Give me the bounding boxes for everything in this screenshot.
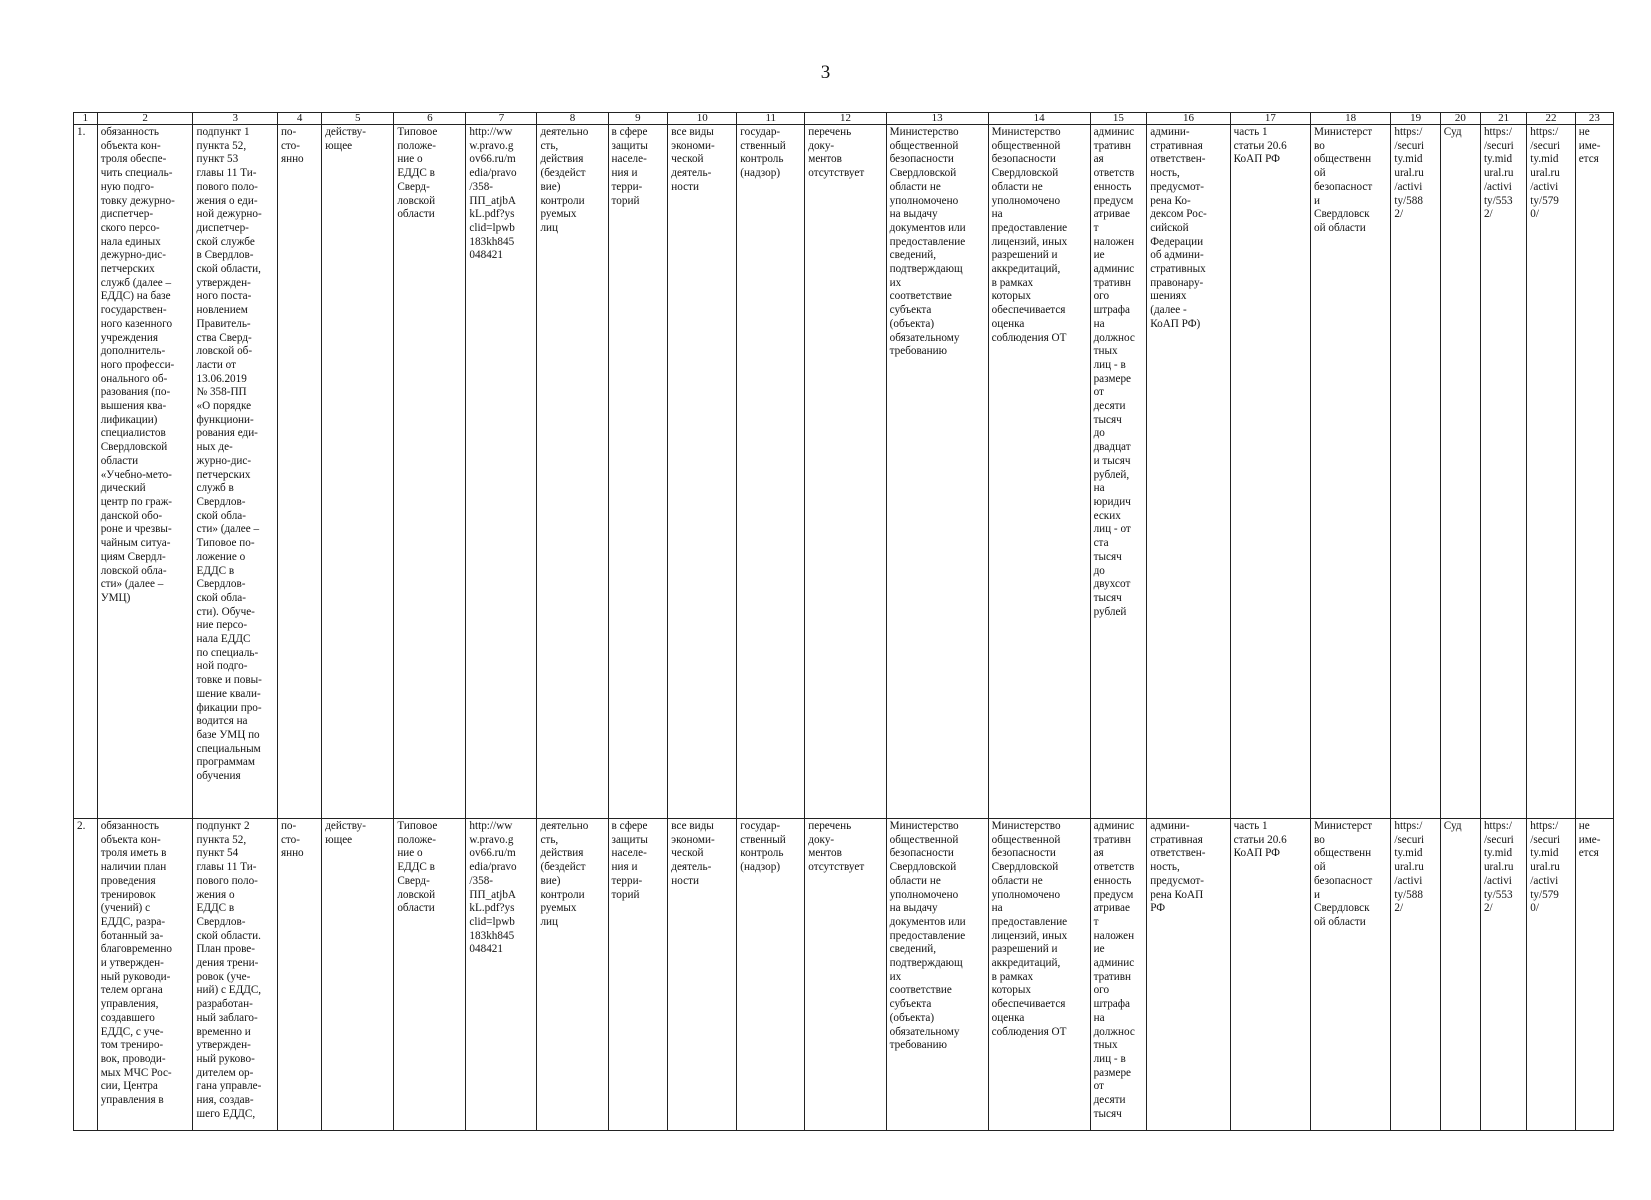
column-number: 21	[1480, 113, 1526, 125]
table-cell: Типовое положе- ние о ЕДДС в Сверд- ловской области	[394, 819, 466, 1131]
table-cell: не име- ется	[1575, 819, 1613, 1131]
table-cell: https:/ /securi ty.mid ural.ru /activi ty/553 2/	[1480, 125, 1526, 819]
table-cell: не име- ется	[1575, 125, 1613, 819]
table-cell: https:/ /securi ty.mid ural.ru /activi ty/579 0/	[1527, 819, 1575, 1131]
column-number-row	[74, 113, 1614, 125]
table-cell: подпункт 1 пункта 52, пункт 53 главы 11 Ти- пового поло- жения о еди- ной дежурно- диспетчер- ской службе в Свердлов- ской области, утвержден- ного поста- новлением Правитель- ства Сверд- ловской об- ласти от 13.06.2019 № 358-ПП «О порядке функциони- рования еди- ных де- журно-дис- петчерских служб в Свердлов- ской обла- сти» (далее – Типовое по- ложение о ЕДДС в Свердлов- ской обла- сти). Обуче- ние персо- нала ЕДДС по специаль- ной подго- товке и повы- шение квали- фикации про- водится на базе УМЦ по специальным программам обучения	[193, 125, 277, 819]
column-number: 19	[1391, 113, 1440, 125]
table-cell: действу- ющее	[322, 125, 394, 819]
table-cell: часть 1 статьи 20.6 КоАП РФ	[1230, 125, 1310, 819]
column-number: 13	[886, 113, 988, 125]
column-number: 8	[537, 113, 608, 125]
table-cell: действу- ющее	[322, 819, 394, 1131]
table-cell: Министерство общественной безопасности Свердловской области не уполномочено на выдачу документов или предоставление сведений, подтверждающ их соответствие субъекта (объекта) обязательному требованию	[886, 819, 988, 1131]
column-number: 4	[277, 113, 321, 125]
table-cell: Министерство общественной безопасности Свердловской области не уполномочено на выдачу документов или предоставление сведений, подтверждающ их соответствие субъекта (объекта) обязательному требованию	[886, 125, 988, 819]
table-cell: админис тративн ая ответств енность предусм атривае т наложен ие админис тративн ого штрафа на должнос тных лиц - в размере от десяти тысяч до двадцат и тысяч рублей, на юридич еских лиц - от ста тысяч до двухсот тысяч рублей	[1090, 125, 1147, 819]
table-cell: админи- стративная ответствен- ность, предусмот- рена Ко- дексом Рос- сийской Федерации об админи- стративных правонару- шениях (далее - КоАП РФ)	[1147, 125, 1230, 819]
column-number: 1	[74, 113, 98, 125]
table-cell: http://ww w.pravo.g ov66.ru/m edia/pravo /358- ПП_atjbA kL.pdf?ys clid=lpwb 183kh845 048421	[466, 125, 537, 819]
column-number: 6	[394, 113, 466, 125]
table-cell: https:/ /securi ty.mid ural.ru /activi ty/588 2/	[1391, 819, 1440, 1131]
row-number-cell: 2.	[74, 819, 98, 1131]
column-number: 22	[1527, 113, 1575, 125]
column-number: 15	[1090, 113, 1147, 125]
column-number: 18	[1311, 113, 1391, 125]
table-cell: подпункт 2 пункта 52, пункт 54 главы 11 Ти- пового поло- жения о ЕДДС в Свердлов- ской области. План прове- дения трени- ровок (уче- ний) с ЕДДС, разработан- ный заблаго- временно и утвержден- ный руково- дителем ор- гана управле- ния, создав- шего ЕДДС,	[193, 819, 277, 1131]
requirements-table	[73, 112, 1614, 1131]
table-cell: https:/ /securi ty.mid ural.ru /activi ty/588 2/	[1391, 125, 1440, 819]
column-number: 3	[193, 113, 277, 125]
table-cell: http://ww w.pravo.g ov66.ru/m edia/pravo /358- ПП_atjbA kL.pdf?ys clid=lpwb 183kh845 048421	[466, 819, 537, 1131]
table-cell: Суд	[1440, 819, 1480, 1131]
table-cell: https:/ /securi ty.mid ural.ru /activi ty/579 0/	[1527, 125, 1575, 819]
column-number: 2	[97, 113, 193, 125]
row-number-cell: 1.	[74, 125, 98, 819]
column-number: 10	[668, 113, 737, 125]
table-cell: Суд	[1440, 125, 1480, 819]
table-cell: Министерст во общественн ой безопасност и Свердловск ой области	[1311, 819, 1391, 1131]
column-number: 7	[466, 113, 537, 125]
table-cell: перечень доку- ментов отсутствует	[805, 819, 886, 1131]
column-number: 14	[988, 113, 1090, 125]
table-cell: обязанность объекта кон- троля иметь в наличии план проведения тренировок (учений) с ЕДДС, разра- ботанный за- благовременно и утвержден- ный руководи- телем органа управления, создавшего ЕДДС, с уче- том трениро- вок, проводи- мых МЧС Рос- сии, Центра управления в	[97, 819, 193, 1131]
table-cell: деятельно сть, действия (бездейст вие) контроли руемых лиц	[537, 819, 608, 1131]
table-cell: админис тративн ая ответств енность предусм атривае т наложен ие админис тративн ого штрафа на должнос тных лиц - в размере от десяти тысяч	[1090, 819, 1147, 1131]
table-cell: часть 1 статьи 20.6 КоАП РФ	[1230, 819, 1310, 1131]
table-cell: все виды экономи- ческой деятель- ности	[668, 819, 737, 1131]
table-cell: по- сто- янно	[277, 819, 321, 1131]
column-number: 11	[737, 113, 805, 125]
table-cell: обязанность объекта кон- троля обеспе- чить специаль- ную подго- товку дежурно- диспетчер- ского персо- нала единых дежурно-дис- петчерских служб (далее – ЕДДС) на базе государствен- ного казенного учреждения дополнитель- ного професси- онального об- разования (по- вышения ква- лификации) специалистов Свердловской области «Учебно-мето- дический центр по граж- данской обо- роне и чрезвы- чайным ситуа- циям Свердл- ловской обла- сти» (далее – УМЦ)	[97, 125, 193, 819]
table-cell: государ- ственный контроль (надзор)	[737, 125, 805, 819]
table-cell: перечень доку- ментов отсутствует	[805, 125, 886, 819]
column-number: 12	[805, 113, 886, 125]
table-cell: https:/ /securi ty.mid ural.ru /activi ty/553 2/	[1480, 819, 1526, 1131]
table-cell: Министерство общественной безопасности Свердловской области не уполномочено на предоставление лицензий, иных разрешений и аккредитаций, в рамках которых обеспечивается оценка соблюдения ОТ	[988, 819, 1090, 1131]
table-cell: все виды экономи- ческой деятель- ности	[668, 125, 737, 819]
column-number: 5	[322, 113, 394, 125]
table-cell: по- сто- янно	[277, 125, 321, 819]
column-number: 17	[1230, 113, 1310, 125]
column-number: 16	[1147, 113, 1230, 125]
table-cell: деятельно сть, действия (бездейст вие) контроли руемых лиц	[537, 125, 608, 819]
table-cell: государ- ственный контроль (надзор)	[737, 819, 805, 1131]
table-cell: админи- стративная ответствен- ность, предусмот- рена КоАП РФ	[1147, 819, 1230, 1131]
table-row	[74, 125, 1614, 819]
table-cell: в сфере защиты населе- ния и терри- торий	[608, 125, 668, 819]
table-cell: в сфере защиты населе- ния и терри- торий	[608, 819, 668, 1131]
column-number: 9	[608, 113, 668, 125]
table-cell: Министерство общественной безопасности Свердловской области не уполномочено на предоставление лицензий, иных разрешений и аккредитаций, в рамках которых обеспечивается оценка соблюдения ОТ	[988, 125, 1090, 819]
table-cell: Министерст во общественн ой безопасност и Свердловск ой области	[1311, 125, 1391, 819]
column-number: 23	[1575, 113, 1613, 125]
page-number: 3	[820, 62, 831, 83]
column-number: 20	[1440, 113, 1480, 125]
table-row	[74, 819, 1614, 1131]
table-cell: Типовое положе- ние о ЕДДС в Сверд- ловской области	[394, 125, 466, 819]
